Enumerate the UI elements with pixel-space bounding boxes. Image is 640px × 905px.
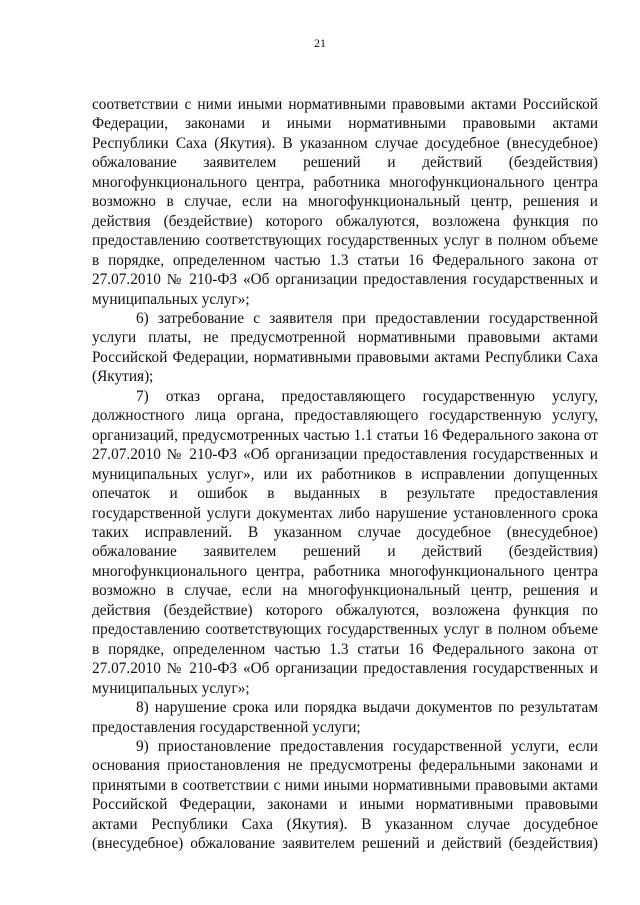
paragraph-item-6: 6) затребование с заявителя при предоставлении государственной услуги платы, не предусмотренной нормативными правовыми актами Российской Федерации, нормативными правовыми актами Республики Саха (Якутия);: [92, 309, 598, 386]
paragraph-continuation: соответствии с ними иными нормативными правовыми актами Российской Федерации, законами и иными нормативными правовыми актами Республики Саха (Якутия). В указанном случае досудебное (внесудебное) обжалование заявителем решений и действий (бездействия) многофункционального центра, работника многофункционального центра возможно в случае, если на многофункциональный центр, решения и действия (бездействие) которого обжалуются, возложена функция по предоставлению соответствующих государственных услуг в полном объеме в порядке, определенном частью 1.3 статьи 16 Федерального закона от 27.07.2010 № 210-ФЗ «Об организации предоставления государственных и муниципальных услуг»;: [92, 96, 598, 308]
page-number: 21: [314, 36, 326, 50]
paragraph-item-8: 8) нарушение срока или порядка выдачи документов по результатам предоставления государственной услуги;: [92, 699, 598, 736]
paragraph-item-9: 9) приостановление предоставления государственной услуги, если основания приостановления не предусмотрены федеральными законами и принятыми в соответствии с ними иными нормативными правовыми актами Российской Федерации, законами и иными нормативными правовыми актами Республики Саха (Якутия). В указанном случае досудебное (внесудебное) обжалование заявителем решений и действий (бездействия): [92, 737, 598, 853]
document-body: [92, 95, 598, 854]
paragraph-item-7: 7) отказ органа, предоставляющего государственную услугу, должностного лица органа, предоставляющего государственную услугу, организаций, предусмотренных частью 1.1 статьи 16 Федерального закона от 27.07.2010 № 210-ФЗ «Об организации предоставления государственных и муниципальных услуг», или их работников в исправлении допущенных опечаток и ошибок в выданных в результате предоставления государственной услуги документах либо нарушение установленного срока таких исправлений. В указанном случае досудебное (внесудебное) обжалование заявителем решений и действий (бездействия) многофункционального центра, работника многофункционального центра возможно в случае, если на многофункциональный центр, решения и действия (бездействие) которого обжалуются, возложена функция по предоставлению соответствующих государственных услуг в полном объеме в порядке, определенном частью 1.3 статьи 16 Федерального закона от 27.07.2010 № 210-ФЗ «Об организации предоставления государственных и муниципальных услуг»;: [92, 387, 598, 697]
